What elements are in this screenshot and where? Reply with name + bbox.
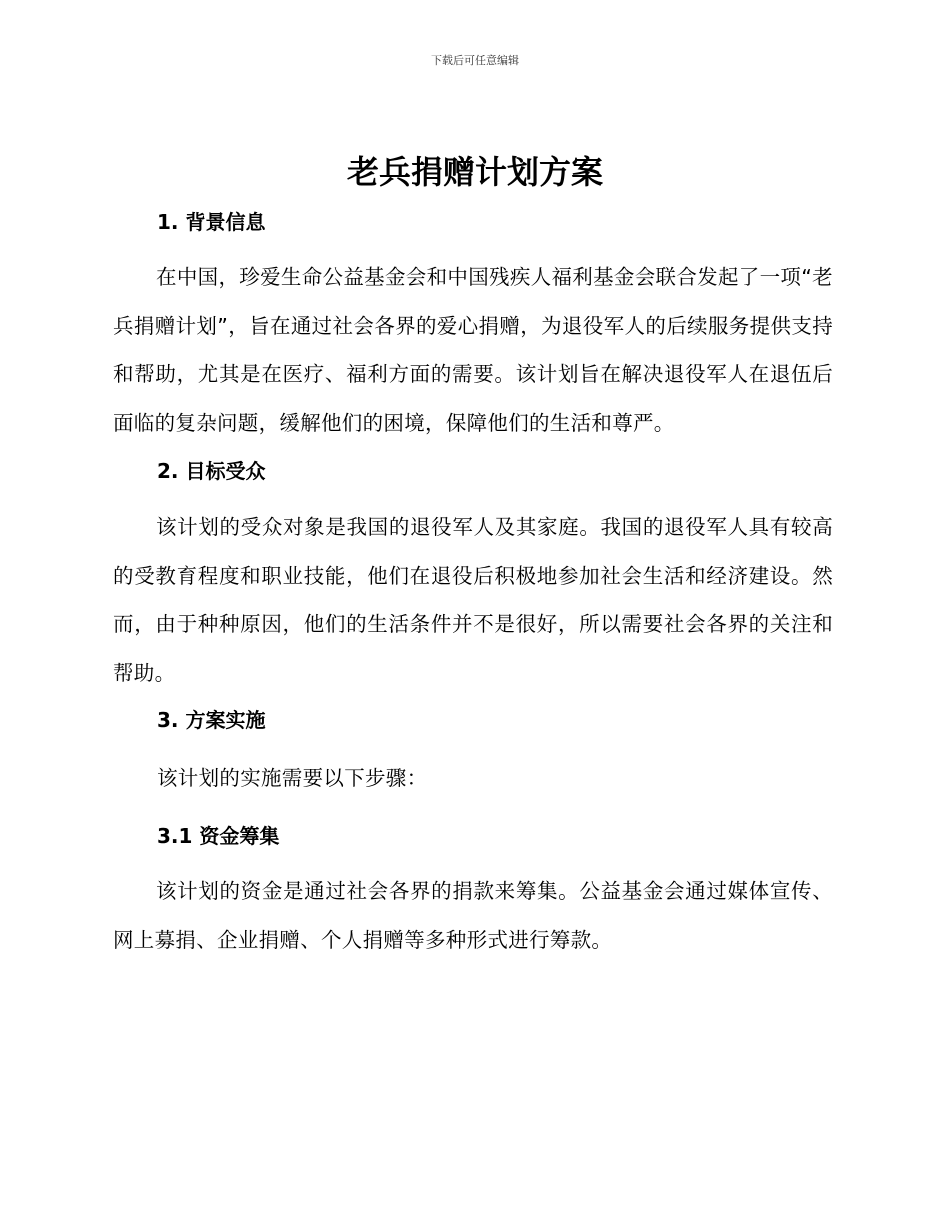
page-header-note: 下载后可任意编辑 — [431, 54, 519, 67]
section-paragraph-implementation: 该计划的实施需要以下步骤： — [157, 766, 428, 790]
section-heading-background: 1. 背景信息 — [157, 210, 266, 234]
section-heading-implementation: 3. 方案实施 — [157, 708, 266, 732]
section-paragraph-audience: 该计划的受众对象是我国的退役军人及其家庭。我国的退役军人具有较高的受教育程度和职业技能，他们在退役后积极地参加社会生活和经济建设。然而，由于种种原因，他们的生活条件并不是很好，所以需要社会各界的关注和帮助。 — [113, 515, 833, 685]
section-paragraph-fundraising: 该计划的资金是通过社会各界的捐款来筹集。公益基金会通过媒体宣传、网上募捐、企业捐赠、个人捐赠等多种形式进行筹款。 — [113, 879, 833, 952]
document-title: 老兵捐赠计划方案 — [346, 153, 603, 191]
section-paragraph-background: 在中国，珍爱生命公益基金会和中国残疾人福利基金会联合发起了一项“老兵捐赠计划”，旨在通过社会各界的爱心捐赠，为退役军人的后续服务提供支持和帮助，尤其是在医疗、福利方面的需要。该计划旨在解决退役军人在退伍后面临的复杂问题，缓解他们的困境，保障他们的生活和尊严。 — [113, 265, 833, 435]
section-heading-audience: 2. 目标受众 — [157, 459, 266, 483]
section-heading-fundraising: 3.1 资金筹集 — [157, 824, 280, 848]
